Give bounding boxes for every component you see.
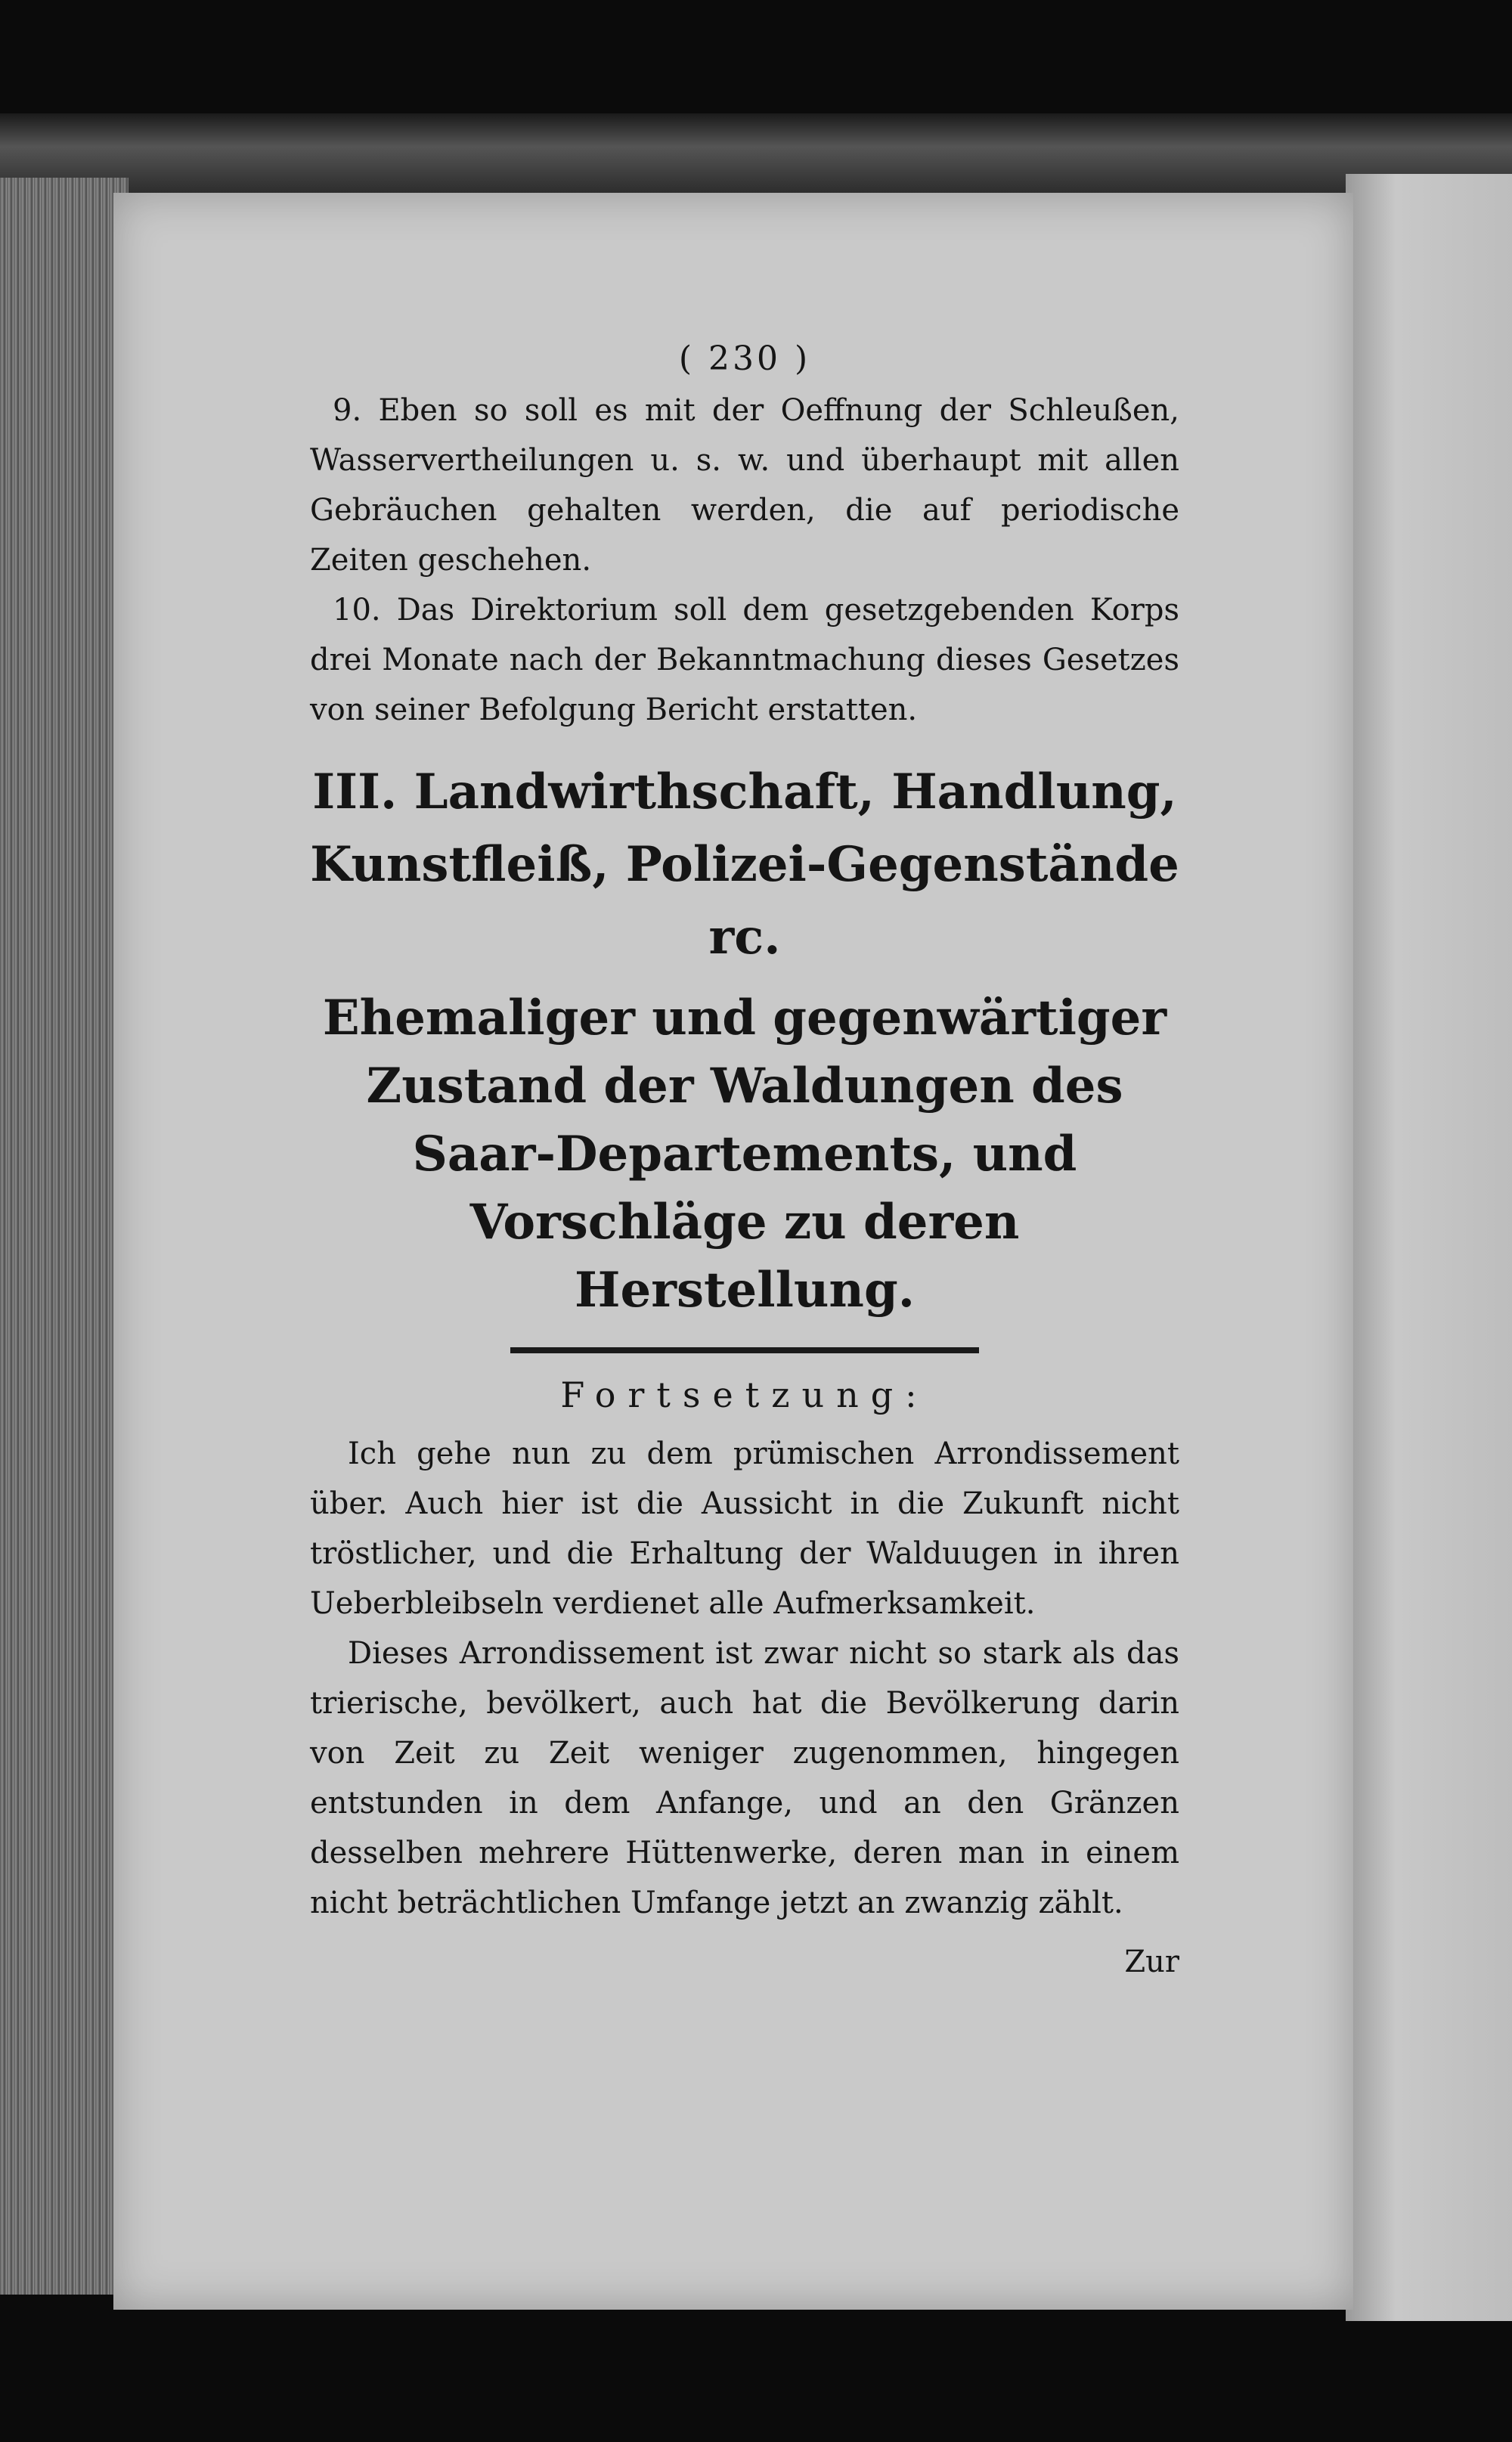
article-title: Ehemaliger und gegenwärtiger Zustand der Waldungen des Saar-Departements, und Vorschläge zu deren Herstellung.	[322, 990, 1167, 1319]
page-text-block	[310, 333, 1179, 1988]
section-heading: III. Landwirthschaft, Handlung, Kunstfleiß, Polizei-Gegenstände rc.	[310, 764, 1179, 965]
continuation-subheading: Fortsetzung:	[560, 1374, 929, 1415]
book-spine-top	[0, 113, 1512, 197]
facing-page-edge	[1346, 174, 1512, 2321]
title-divider-rule	[510, 1347, 979, 1353]
body-paragraph-1: Ich gehe nun zu dem prümischen Arrondissement über. Auch hier ist die Aussicht in die Zukunft nicht tröstlicher, und die Erhaltung der Walduugen in ihren Ueberbleibseln verdienet alle Aufmerksamkeit.	[310, 1436, 1179, 1621]
paragraph-item-10: 10. Das Direktorium soll dem gesetzgebenden Korps drei Monate nach der Bekanntmachung dieses Gesetzes von seiner Befolgung Bericht erstatten.	[310, 593, 1179, 727]
body-paragraph-2: Dieses Arrondissement ist zwar nicht so stark als das trierische, bevölkert, auch hat die Bevölkerung darin von Zeit zu Zeit weniger zugenommen, hingegen entstunden in dem Anfange, und an den Gränzen desselben mehrere Hüttenwerke, deren man in einem nicht beträchtlichen Umfange jetzt an zwanzig zählt.	[310, 1636, 1179, 1920]
paragraph-item-9: 9. Eben so soll es mit der Oeffnung der Schleußen, Wasservertheilungen u. s. w. und überhaupt mit allen Gebräuchen gehalten werden, die auf periodische Zeiten geschehen.	[310, 393, 1179, 578]
page-stack-edge	[0, 178, 129, 2295]
page-number: ( 230 )	[678, 339, 811, 378]
catchword: Zur	[1124, 1945, 1179, 1979]
